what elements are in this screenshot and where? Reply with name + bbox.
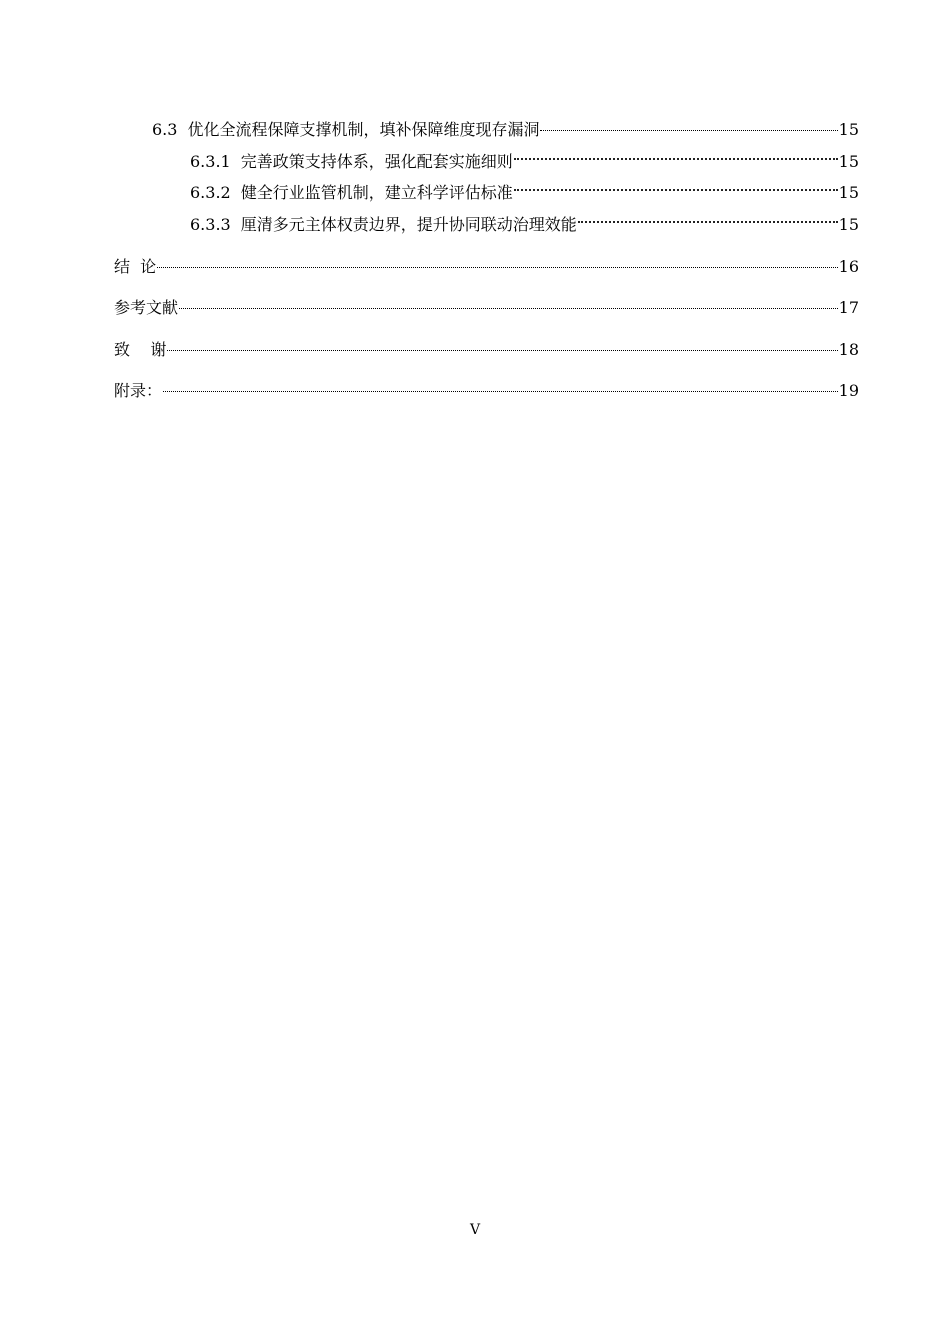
toc-entry-6-3-3[interactable]	[190, 213, 859, 237]
toc-dot-leader	[163, 391, 838, 392]
toc-dot-leader	[157, 267, 837, 268]
toc-entry-references[interactable]	[114, 296, 859, 320]
toc-entry-page: 16	[838, 257, 859, 276]
toc-entry-title: 完善政策支持体系，强化配套实施细则	[240, 152, 513, 171]
toc-entry-title: 附录：	[114, 381, 163, 400]
toc-entry-number: 6.3.3	[190, 215, 231, 234]
toc-entry-number: 6.3.2	[190, 183, 231, 202]
toc-entry-page: 15	[838, 120, 859, 139]
toc-dot-leader	[167, 350, 837, 351]
toc-entry-title: 致 谢	[114, 340, 167, 359]
toc-entry-page: 15	[838, 152, 859, 171]
toc-entry-title: 优化全流程保障支撑机制，填补保障维度现存漏洞	[187, 120, 540, 139]
toc-entry-acknowledgements[interactable]	[114, 338, 859, 362]
toc-dot-leader	[514, 189, 838, 191]
toc-entry-6-3-1[interactable]	[190, 150, 859, 174]
toc-entry-number: 6.3.1	[190, 152, 231, 171]
toc-entry-title: 结 论	[114, 257, 157, 276]
toc-dot-leader	[179, 308, 838, 309]
toc-entry-6-3[interactable]	[152, 118, 859, 142]
toc-dot-leader	[540, 130, 837, 131]
toc-entry-page: 17	[838, 298, 859, 317]
page-number-footer: V	[469, 1222, 481, 1238]
toc-entry-appendix[interactable]	[114, 379, 859, 403]
toc-entry-page: 19	[838, 381, 859, 400]
toc-entry-page: 15	[838, 215, 859, 234]
toc-entry-page: 15	[838, 183, 859, 202]
toc-entry-number: 6.3	[152, 120, 178, 139]
toc-entry-6-3-2[interactable]	[190, 181, 859, 205]
toc-entry-page: 18	[838, 340, 859, 359]
toc-dot-leader	[514, 158, 838, 160]
toc-entry-title: 厘清多元主体权责边界，提升协同联动治理效能	[240, 215, 577, 234]
toc-dot-leader	[578, 221, 838, 223]
toc-entry-title: 健全行业监管机制，建立科学评估标准	[240, 183, 513, 202]
toc-entry-title: 参考文献	[114, 298, 179, 317]
toc-entry-conclusion[interactable]	[114, 255, 859, 279]
